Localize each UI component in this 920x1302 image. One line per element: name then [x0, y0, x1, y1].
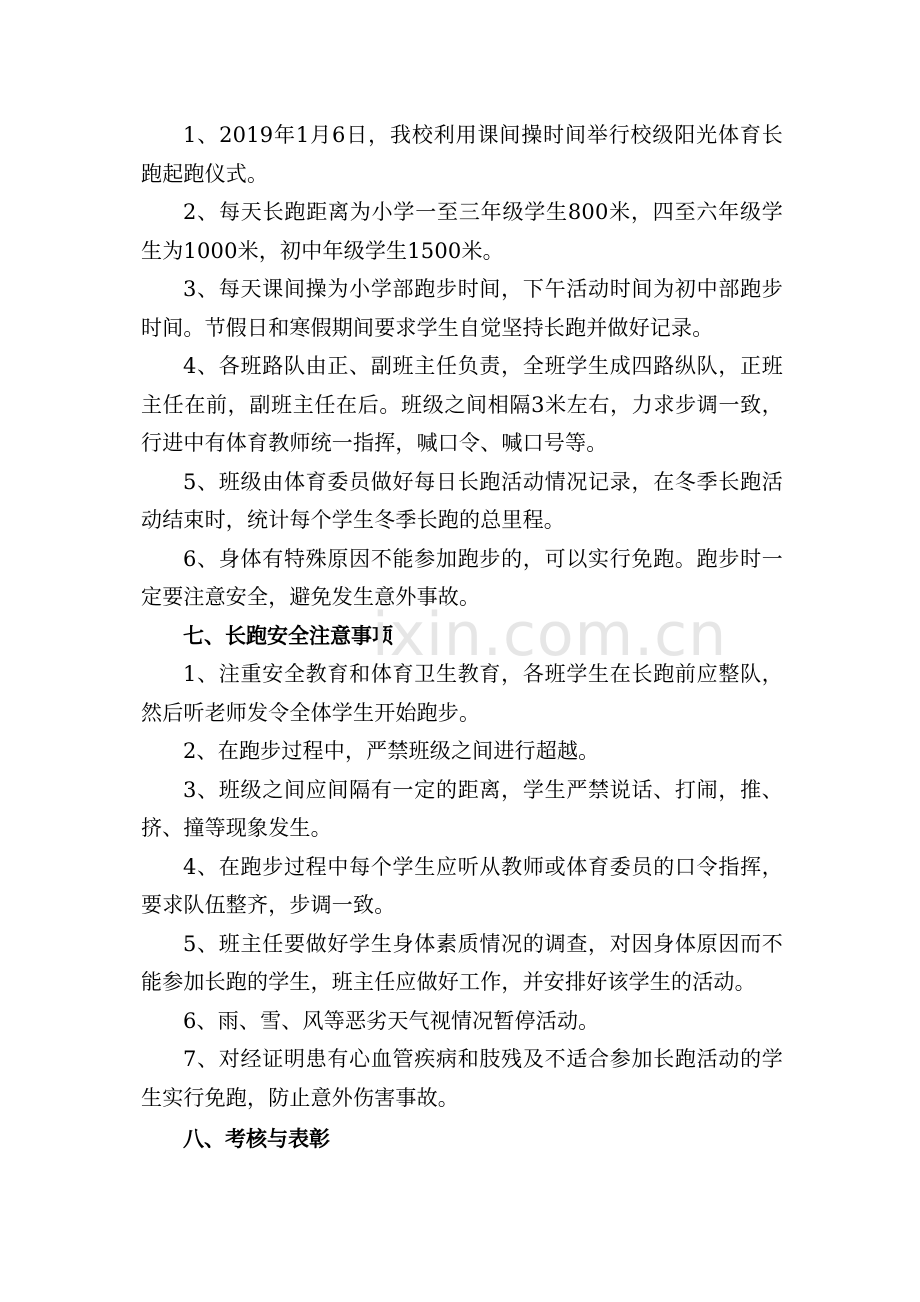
paragraph: 5、班级由体育委员做好每日长跑活动情况记录，在冬季长跑活动结束时，统计每个学生冬季长跑的总里程。 — [141, 469, 783, 532]
paragraph: 1、2019年1月6日，我校利用课间操时间举行校级阳光体育长跑起跑仪式。 — [141, 123, 783, 186]
paragraph: 5、班主任要做好学生身体素质情况的调查，对因身体原因而不能参加长跑的学生，班主任应做好工作，并安排好该学生的活动。 — [141, 931, 783, 994]
paragraph: 3、班级之间应间隔有一定的距离，学生严禁说话、打闹，推、挤、撞等现象发生。 — [141, 777, 783, 840]
paragraph: 3、每天课间操为小学部跑步时间，下午活动时间为初中部跑步时间。节假日和寒假期间要求学生自觉坚持长跑并做好记录。 — [141, 277, 783, 340]
section-heading: 七、长跑安全注意事项 — [183, 622, 393, 648]
paragraph: 6、身体有特殊原因不能参加跑步的，可以实行免跑。跑步时一定要注意安全，避免发生意外事故。 — [141, 546, 783, 609]
paragraph: 4、各班路队由正、副班主任负责，全班学生成四路纵队，正班主任在前，副班主任在后。班级之间相隔3米左右，力求步调一致，行进中有体育教师统一指挥，喊口令、喊口号等。 — [141, 354, 783, 455]
paragraph: 6、雨、雪、风等恶劣天气视情况暂停活动。 — [183, 1008, 600, 1033]
paragraph: 2、在跑步过程中，严禁班级之间进行超越。 — [183, 739, 600, 763]
paragraph: 2、每天长跑距离为小学一至三年级学生800米，四至六年级学生为1000米，初中年级学生1500米。 — [141, 200, 783, 263]
paragraph: 7、对经证明患有心血管疾病和肢残及不适合参加长跑活动的学生实行免跑，防止意外伤害事故。 — [141, 1047, 783, 1110]
paragraph: 1、注重安全教育和体育卫生教育，各班学生在长跑前应整队，然后听老师发令全体学生开始跑步。 — [141, 662, 783, 725]
watermark: ixin.com.cn — [372, 600, 728, 670]
paragraph: 4、在跑步过程中每个学生应听从教师或体育委员的口令指挥，要求队伍整齐，步调一致。 — [141, 854, 783, 917]
section-heading: 八、考核与表彰 — [183, 1126, 330, 1151]
document-body — [141, 116, 783, 1159]
